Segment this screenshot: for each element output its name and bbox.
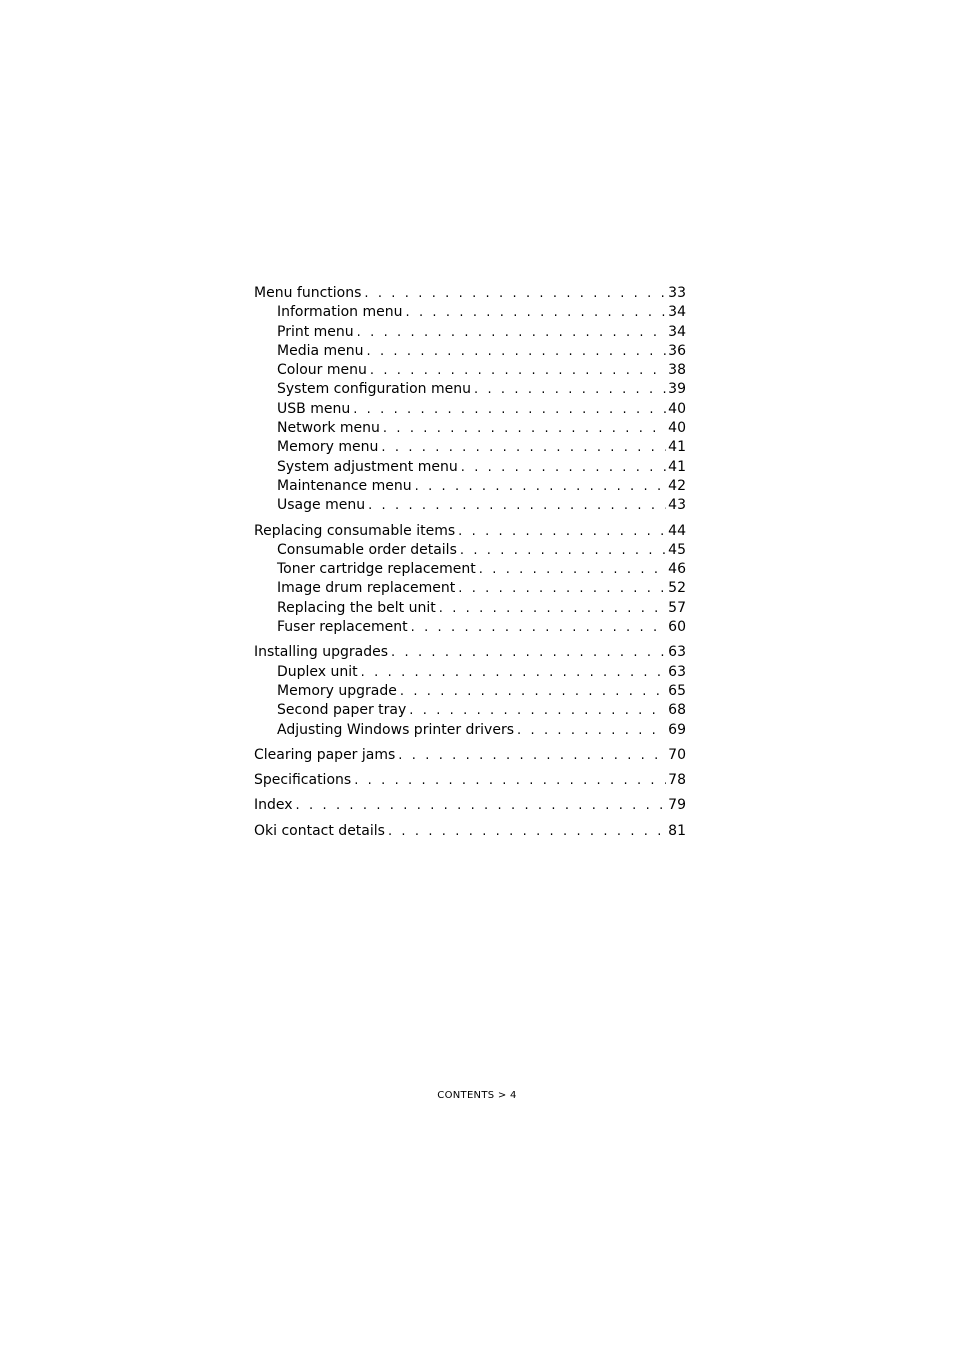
dot-leader xyxy=(439,599,666,618)
toc-section xyxy=(254,522,686,638)
dot-leader xyxy=(409,701,666,720)
toc-subentry[interactable] xyxy=(254,303,686,322)
toc-entry-page: 38 xyxy=(668,362,686,379)
toc-subentry[interactable] xyxy=(254,579,686,598)
toc-entry-title: Toner cartridge replacement xyxy=(277,561,476,578)
dot-leader xyxy=(383,419,666,438)
toc-entry[interactable] xyxy=(254,522,686,541)
toc-entry-title: Second paper tray xyxy=(277,702,407,719)
dot-leader xyxy=(517,721,666,740)
toc-subentry[interactable] xyxy=(254,663,686,682)
toc-entry-page: 78 xyxy=(668,772,686,789)
dot-leader xyxy=(400,682,666,701)
toc-entry-page: 34 xyxy=(668,304,686,321)
toc-subentry[interactable] xyxy=(254,342,686,361)
dot-leader xyxy=(461,458,666,477)
toc-section xyxy=(254,771,686,790)
toc-subentry[interactable] xyxy=(254,380,686,399)
dot-leader xyxy=(460,541,666,560)
dot-leader xyxy=(391,643,666,662)
toc-entry-page: 68 xyxy=(668,702,686,719)
dot-leader xyxy=(474,380,666,399)
toc-entry-title: USB menu xyxy=(277,400,351,417)
page-footer: CONTENTS > 4 xyxy=(437,1090,517,1101)
toc-entry-page: 70 xyxy=(668,746,686,763)
toc-entry-title: Memory upgrade xyxy=(277,682,397,699)
dot-leader xyxy=(398,746,666,765)
toc-entry[interactable] xyxy=(254,796,686,815)
toc-entry[interactable] xyxy=(254,822,686,841)
toc-entry-title: Index xyxy=(254,797,293,814)
toc-entry-title: Memory menu xyxy=(277,439,379,456)
toc-entry-page: 34 xyxy=(668,323,686,340)
toc-subentry[interactable] xyxy=(254,400,686,419)
dot-leader xyxy=(368,496,666,515)
toc-subentry[interactable] xyxy=(254,541,686,560)
dot-leader xyxy=(364,284,666,303)
dot-leader xyxy=(370,361,666,380)
dot-leader xyxy=(353,400,666,419)
toc-entry-title: Information menu xyxy=(277,304,403,321)
toc-entry-title: Usage menu xyxy=(277,497,366,514)
toc-subentry[interactable] xyxy=(254,477,686,496)
dot-leader xyxy=(357,323,667,342)
table-of-contents xyxy=(254,284,686,847)
dot-leader xyxy=(361,663,667,682)
toc-entry-page: 44 xyxy=(668,522,686,539)
toc-entry-title: Duplex unit xyxy=(277,663,358,680)
toc-entry-page: 43 xyxy=(668,497,686,514)
toc-subentry[interactable] xyxy=(254,419,686,438)
toc-section xyxy=(254,284,686,516)
toc-section xyxy=(254,746,686,765)
toc-entry-page: 63 xyxy=(668,644,686,661)
toc-entry-page: 46 xyxy=(668,561,686,578)
toc-entry-page: 52 xyxy=(668,580,686,597)
toc-entry-title: Consumable order details xyxy=(277,541,457,558)
toc-entry-page: 41 xyxy=(668,439,686,456)
toc-entry[interactable] xyxy=(254,771,686,790)
toc-entry-page: 45 xyxy=(668,541,686,558)
toc-entry-title: Fuser replacement xyxy=(277,619,408,636)
toc-entry-title: System configuration menu xyxy=(277,381,471,398)
toc-section xyxy=(254,796,686,815)
toc-entry-title: Adjusting Windows printer drivers xyxy=(277,721,515,738)
dot-leader xyxy=(406,303,667,322)
toc-entry-title: Replacing consumable items xyxy=(254,522,456,539)
toc-subentry[interactable] xyxy=(254,496,686,515)
toc-entry-title: Replacing the belt unit xyxy=(277,599,436,616)
dot-leader xyxy=(458,579,666,598)
toc-subentry[interactable] xyxy=(254,721,686,740)
toc-subentry[interactable] xyxy=(254,323,686,342)
toc-entry-page: 33 xyxy=(668,285,686,301)
dot-leader xyxy=(367,342,667,361)
toc-entry-title: Specifications xyxy=(254,772,352,789)
dot-leader xyxy=(479,560,666,579)
toc-entry-page: 79 xyxy=(668,797,686,814)
toc-entry-title: System adjustment menu xyxy=(277,458,458,475)
dot-leader xyxy=(296,796,667,815)
toc-entry-page: 41 xyxy=(668,458,686,475)
toc-section xyxy=(254,643,686,739)
toc-entry-title: Clearing paper jams xyxy=(254,746,396,763)
toc-entry-title: Oki contact details xyxy=(254,822,385,839)
toc-entry-title: Installing upgrades xyxy=(254,644,389,661)
toc-entry-title: Network menu xyxy=(277,420,380,437)
dot-leader xyxy=(415,477,667,496)
toc-entry-title: Maintenance menu xyxy=(277,477,412,494)
toc-entry-page: 57 xyxy=(668,599,686,616)
toc-subentry[interactable] xyxy=(254,618,686,637)
toc-entry-page: 63 xyxy=(668,663,686,680)
toc-subentry[interactable] xyxy=(254,361,686,380)
toc-entry-page: 40 xyxy=(668,400,686,417)
toc-subentry[interactable] xyxy=(254,701,686,720)
toc-entry[interactable] xyxy=(254,643,686,662)
toc-subentry[interactable] xyxy=(254,458,686,477)
toc-entry-title: Print menu xyxy=(277,323,354,340)
dot-leader xyxy=(354,771,666,790)
toc-entry-title: Menu functions xyxy=(254,285,362,301)
toc-entry-page: 60 xyxy=(668,619,686,636)
toc-subentry[interactable] xyxy=(254,438,686,457)
toc-entry-page: 69 xyxy=(668,721,686,738)
dot-leader xyxy=(381,438,666,457)
toc-entry-page: 81 xyxy=(668,822,686,839)
dot-leader xyxy=(458,522,666,541)
toc-entry-page: 65 xyxy=(668,682,686,699)
toc-entry-page: 40 xyxy=(668,420,686,437)
toc-subentry[interactable] xyxy=(254,560,686,579)
toc-entry-title: Image drum replacement xyxy=(277,580,456,597)
toc-entry[interactable] xyxy=(254,284,686,303)
dot-leader xyxy=(411,618,667,637)
dot-leader xyxy=(388,822,666,841)
toc-subentry[interactable] xyxy=(254,599,686,618)
toc-entry-page: 39 xyxy=(668,381,686,398)
toc-entry[interactable] xyxy=(254,746,686,765)
toc-subentry[interactable] xyxy=(254,682,686,701)
toc-section xyxy=(254,822,686,841)
toc-entry-title: Media menu xyxy=(277,342,364,359)
toc-entry-title: Colour menu xyxy=(277,362,367,379)
toc-entry-page: 36 xyxy=(668,342,686,359)
toc-entry-page: 42 xyxy=(668,477,686,494)
